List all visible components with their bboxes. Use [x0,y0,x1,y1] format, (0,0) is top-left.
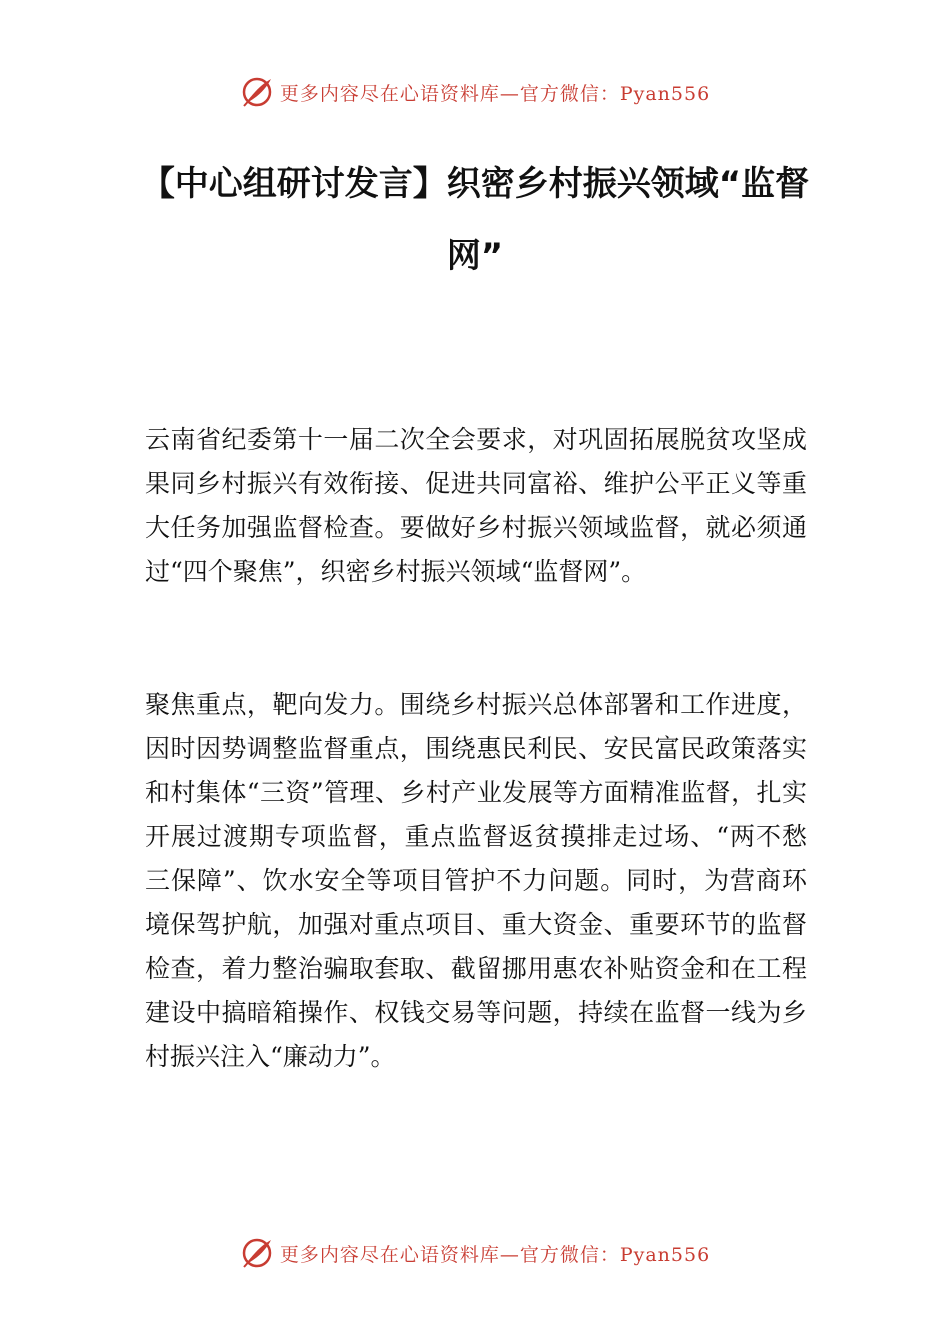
document-title: 【中心组研讨发言】织密乡村振兴领域“监督网” [140,164,810,276]
header-banner-text: 更多内容尽在心语资料库—官方微信：Pyan556 [279,82,711,105]
footer-banner [0,1233,950,1273]
paragraph-focus-key-points: 聚焦重点，靶向发力。围绕乡村振兴总体部署和工作进度，因时因势调整监督重点，围绕惠民利民、安民富民政策落实和村集体“三资”管理、乡村产业发展等方面精准监督，扎实开展过渡期专项监督，重点监督返贫摸排走过场、“两不愁三保障”、饮水安全等项目管护不力问题。同时，为营商环境保驾护航，加强对重点项目、重大资金、重要环节的监督检查，着力整治骗取套取、截留挪用惠农补贴资金和在工程建设中搞暗箱操作、权钱交易等问题，持续在监督一线为乡村振兴注入“廉动力”。 [145,690,807,1071]
quill-logo-icon [240,1236,274,1270]
quill-logo-icon [240,75,274,109]
header-banner [0,72,950,112]
footer-banner-text: 更多内容尽在心语资料库—官方微信：Pyan556 [279,1243,711,1266]
paragraph-intro: 云南省纪委第十一届二次全会要求，对巩固拓展脱贫攻坚成果同乡村振兴有效衔接、促进共同富裕、维护公平正义等重大任务加强监督检查。要做好乡村振兴领域监督，就必须通过“四个聚焦”，织密乡村振兴领域“监督网”。 [145,425,807,586]
